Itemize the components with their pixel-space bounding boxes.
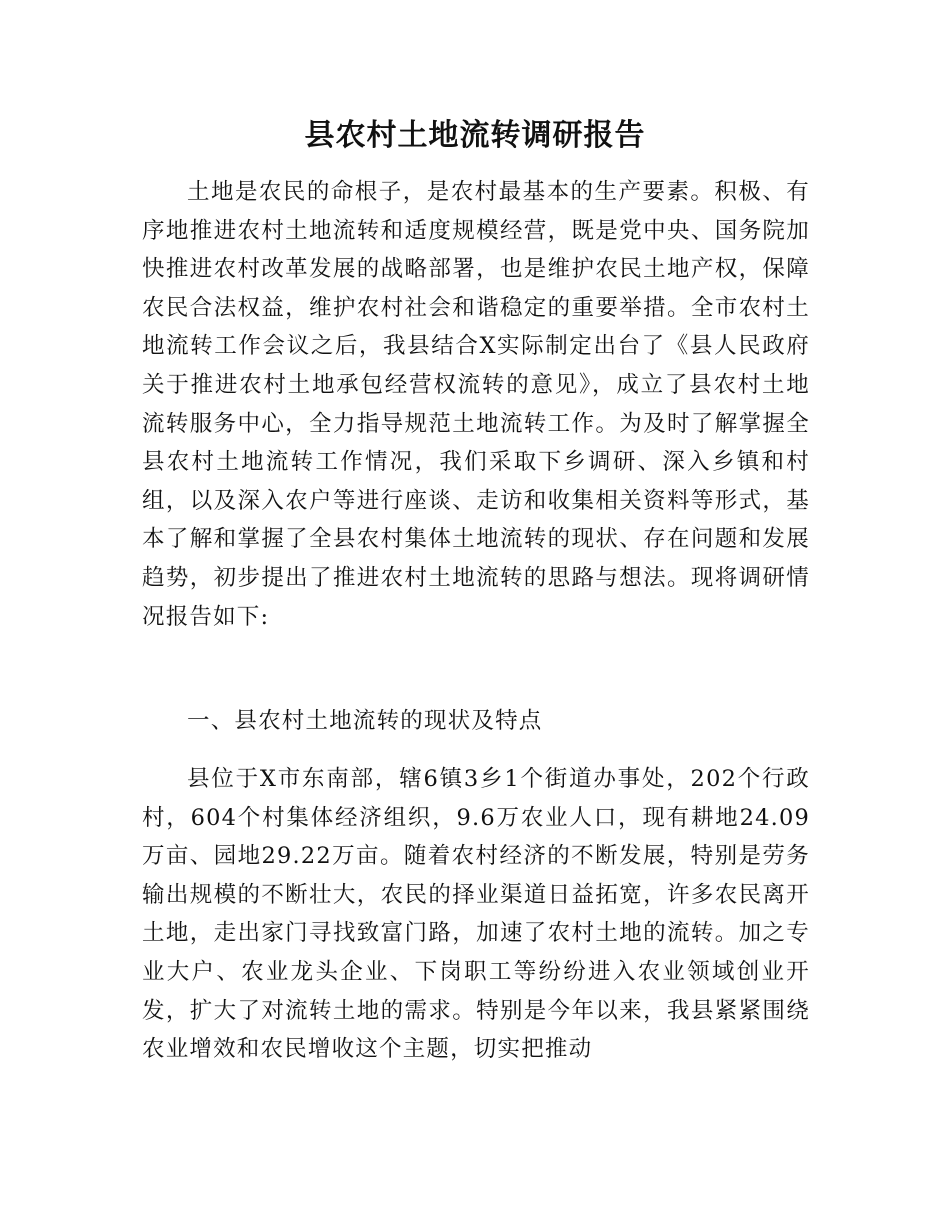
section-heading: 一、县农村土地流转的现状及特点 [187,708,543,734]
body-paragraph: 县位于X市东南部，辖6镇3乡1个街道办事处，202个行政村，604个村集体经济组织，9.6万农业人口，现有耕地24.09万亩、园地29.22万亩。随着农村经济的不断发展，特别是劳务输出规模的不断壮大，农民的择业渠道日益拓宽，许多农民离开土地，走出家门寻找致富门路，加速了农村土地的流转。加之专业大户、农业龙头企业、下岗职工等纷纷进入农业领域创业开发，扩大了对流转土地的需求。特别是今年以来，我县紧紧围绕农业增效和农民增收这个主题，切实把推动 [142,766,810,1063]
document-title: 县农村土地流转调研报告 [304,118,646,153]
intro-paragraph: 土地是农民的命根子，是农村最基本的生产要素。积极、有序地推进农村土地流转和适度规模经营，既是党中央、国务院加快推进农村改革发展的战略部署，也是维护农民土地产权，保障农民合法权益，维护农村社会和谐稳定的重要举措。全市农村土地流转工作会议之后，我县结合X实际制定出台了《县人民政府关于推进农村土地承包经营权流转的意见》，成立了县农村土地流转服务中心，全力指导规范土地流转工作。为及时了解掌握全县农村土地流转工作情况，我们采取下乡调研、深入乡镇和村组，以及深入农户等进行座谈、走访和收集相关资料等形式，基本了解和掌握了全县农村集体土地流转的现状、存在问题和发展趋势，初步提出了推进农村土地流转的思路与想法。现将调研情况报告如下: [142,179,810,630]
